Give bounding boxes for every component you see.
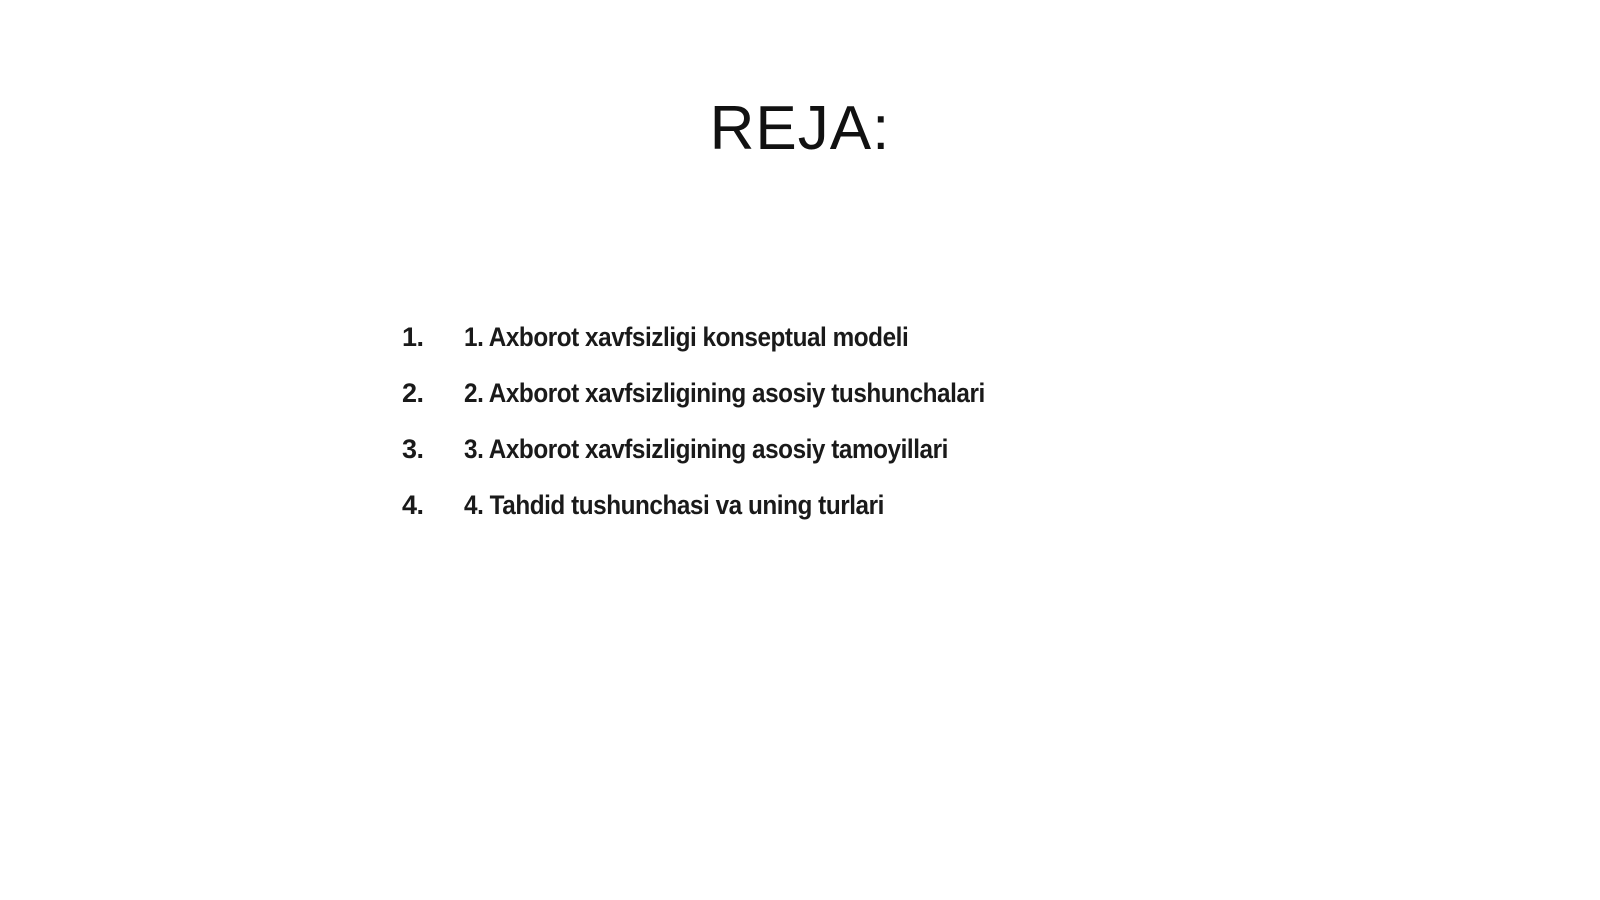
list-item bbox=[402, 490, 1043, 546]
list-item-text: 1. Axborot xavfsizligi konseptual modeli bbox=[464, 322, 909, 352]
list-item bbox=[402, 378, 1043, 434]
list-item-number: 1. bbox=[402, 322, 424, 352]
list-item-number: 4. bbox=[402, 490, 424, 520]
list-item-text: 3. Axborot xavfsizligining asosiy tamoyillari bbox=[464, 434, 948, 464]
list-item-number: 3. bbox=[402, 434, 424, 464]
list-item bbox=[402, 434, 1043, 490]
list-item-number: 2. bbox=[402, 378, 424, 408]
plan-list bbox=[402, 322, 1043, 546]
list-item-text: 2. Axborot xavfsizligining asosiy tushunchalari bbox=[464, 378, 985, 408]
list-item-text: 4. Tahdid tushunchasi va uning turlari bbox=[464, 490, 884, 520]
slide-title: REJA: bbox=[709, 94, 891, 163]
list-item bbox=[402, 322, 1043, 378]
